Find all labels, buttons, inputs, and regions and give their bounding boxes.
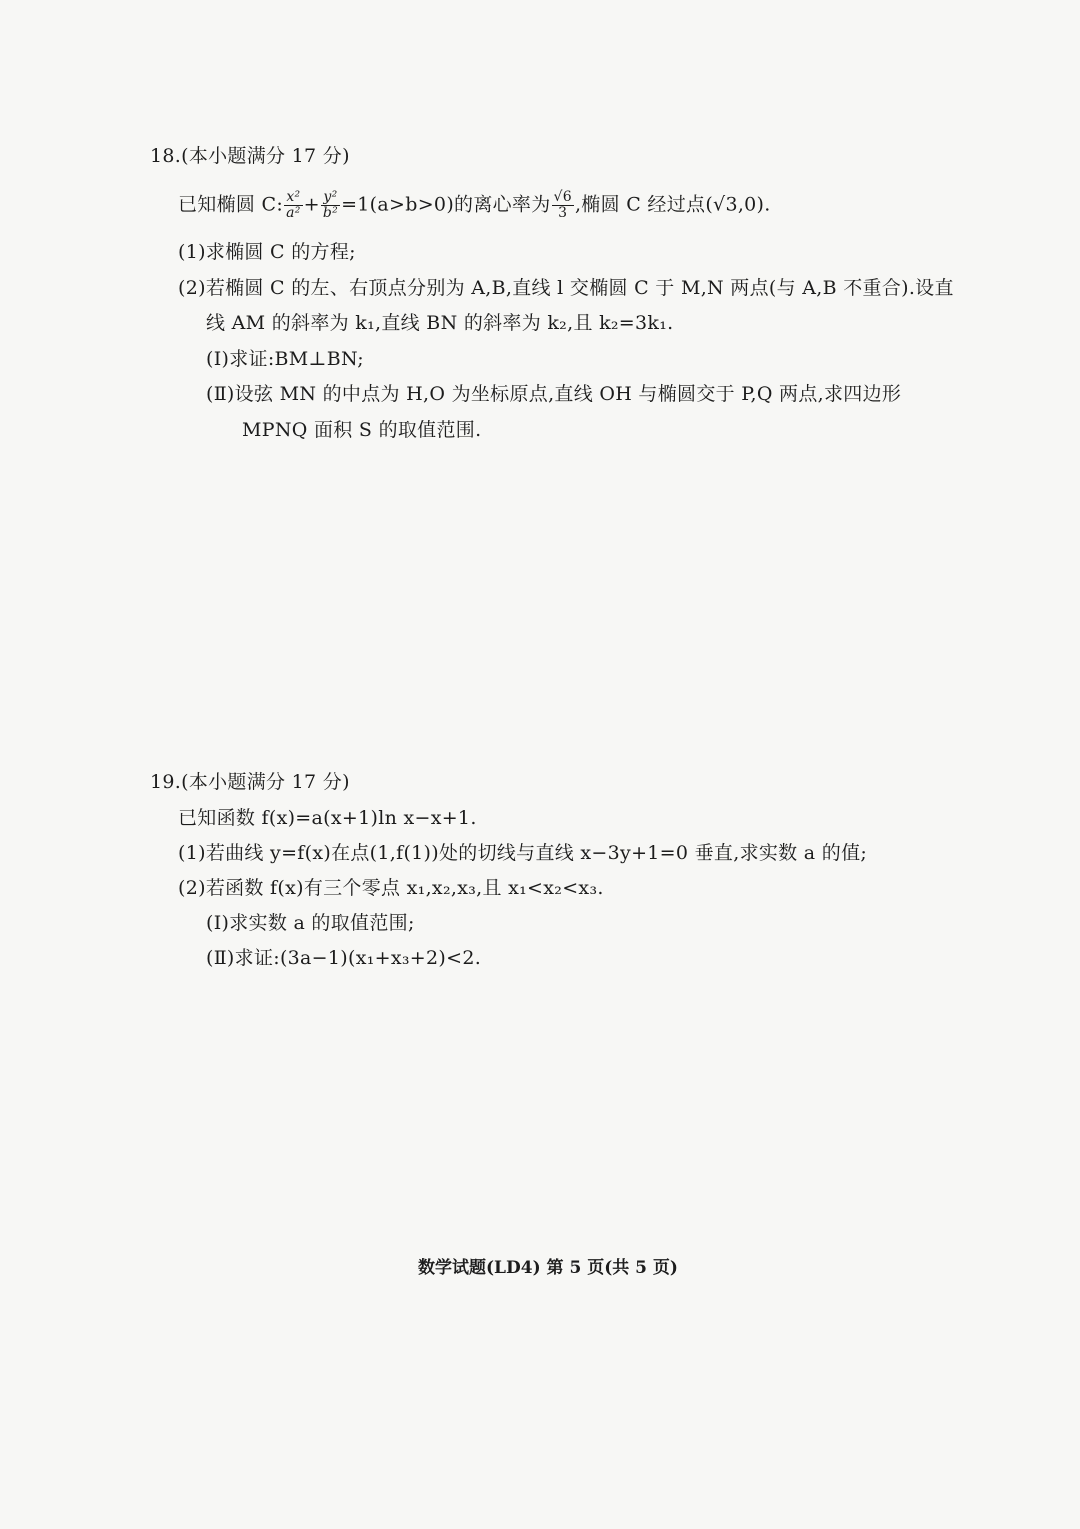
q18-part1: (1)求椭圆 C 的方程; (178, 241, 356, 263)
q18-sub1: (Ⅰ)求证:BM⊥BN; (206, 348, 364, 370)
q19-title: 19.(本小题满分 17 分) (150, 771, 350, 793)
q19-part1: (1)若曲线 y=f(x)在点(1,f(1))处的切线与直线 x−3y+1=0 垂直,求实数 a 的值; (178, 842, 868, 864)
q18-part2-line1: (2)若椭圆 C 的左、右顶点分别为 A,B,直线 l 交椭圆 C 于 M,N 两点(与 A,B 不重合).设直 (178, 277, 954, 299)
q19-sub1: (Ⅰ)求实数 a 的取值范围; (206, 912, 415, 934)
fraction-x2-a2 (284, 190, 303, 221)
fraction-y2-b2 (321, 190, 340, 221)
q18-stem-mid: =1(a>b>0)的离心率为 (341, 193, 551, 216)
q19-sub2: (Ⅱ)求证:(3a−1)(x₁+x₃+2)<2. (206, 947, 482, 969)
q18-stem-suffix: ,椭圆 C 经过点(√3,0). (574, 193, 771, 216)
fraction-denominator: b² (322, 205, 339, 221)
page-footer: 数学试题(LD4) 第 5 页(共 5 页) (418, 1258, 678, 1278)
fraction-numerator: y² (321, 190, 340, 206)
q19-part2: (2)若函数 f(x)有三个零点 x₁,x₂,x₃,且 x₁<x₂<x₃. (178, 877, 604, 899)
q18-part2-line2: 线 AM 的斜率为 k₁,直线 BN 的斜率为 k₂,且 k₂=3k₁. (206, 312, 674, 334)
plus-sign: + (303, 193, 320, 216)
fraction-denominator: 3 (558, 205, 568, 221)
q18-stem-prefix: 已知椭圆 C: (178, 193, 284, 216)
q18-stem (178, 190, 771, 221)
q19-stem: 已知函数 f(x)=a(x+1)ln x−x+1. (178, 807, 477, 829)
fraction-denominator: a² (286, 205, 301, 221)
q18-sub2-line2: MPNQ 面积 S 的取值范围. (242, 419, 482, 441)
fraction-numerator: √6 (553, 189, 572, 205)
fraction-numerator: x² (284, 190, 303, 206)
eccentricity-fraction (552, 190, 574, 221)
q18-sub2-line1: (Ⅱ)设弦 MN 的中点为 H,O 为坐标原点,直线 OH 与椭圆交于 P,Q 两点,求四边形 (206, 383, 902, 405)
q18-title: 18.(本小题满分 17 分) (150, 145, 350, 167)
